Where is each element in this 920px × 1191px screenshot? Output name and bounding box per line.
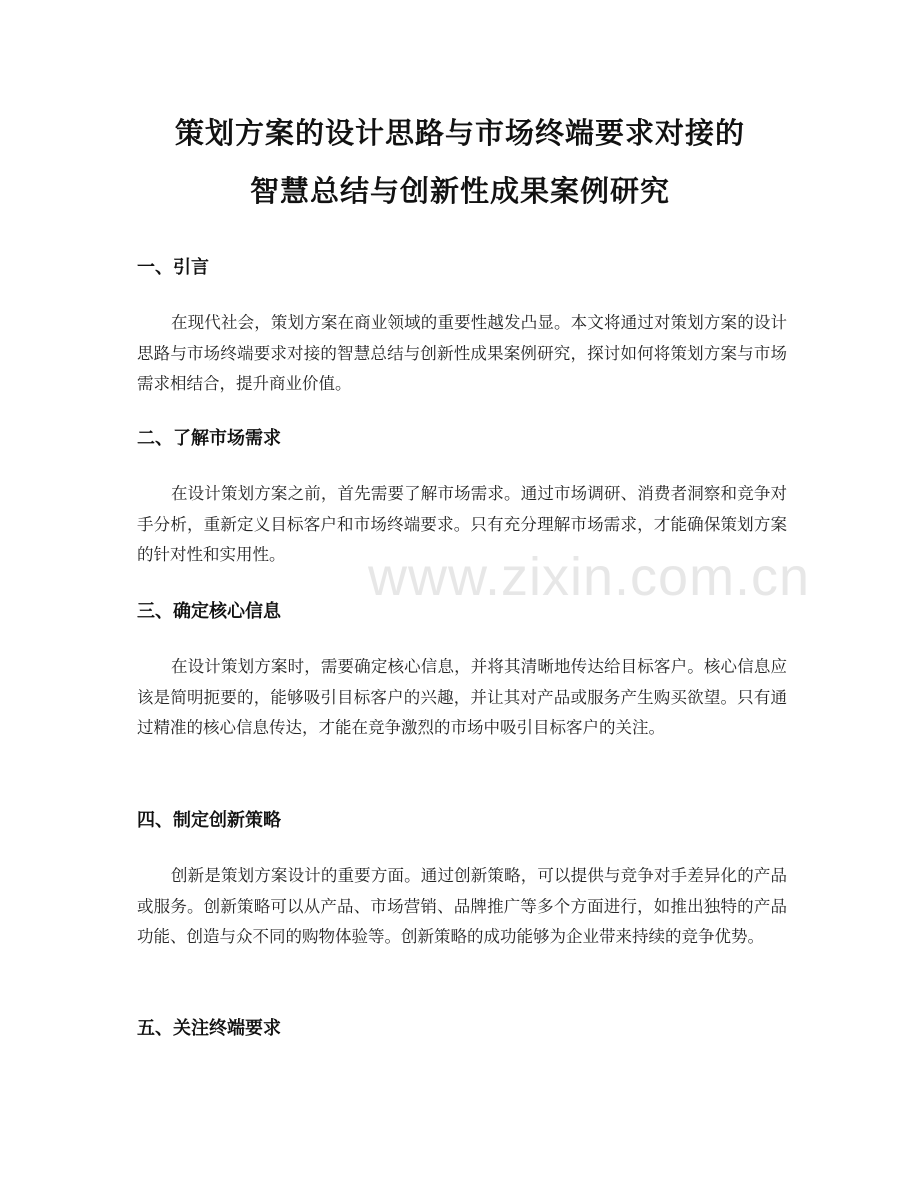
document-title xyxy=(0,104,920,220)
section-paragraph: 在设计策划方案之前，首先需要了解市场需求。通过市场调研、消费者洞察和竞争对手分析，重新定义目标客户和市场终端要求。只有充分理解市场需求，才能确保策划方案的针对性和实用性。 xyxy=(137,484,787,564)
section-introduction xyxy=(137,256,787,400)
section-innovation-strategy xyxy=(137,809,787,953)
section-heading: 五、关注终端要求 xyxy=(137,1018,281,1039)
section-paragraph: 在现代社会，策划方案在商业领域的重要性越发凸显。本文将通过对策划方案的设计思路与市场终端要求对接的智慧总结与创新性成果案例研究，探讨如何将策划方案与市场需求相结合，提升商业价值。 xyxy=(137,313,787,393)
section-heading: 三、确定核心信息 xyxy=(137,601,281,622)
section-paragraph: 在设计策划方案时，需要确定核心信息，并将其清晰地传达给目标客户。核心信息应该是简明扼要的，能够吸引目标客户的兴趣，并让其对产品或服务产生购买欲望。只有通过精准的核心信息传达，才能在竞争激烈的市场中吸引目标客户的关注。 xyxy=(137,657,787,737)
section-heading: 一、引言 xyxy=(137,257,209,278)
watermark: www.zixin.com.cn xyxy=(368,547,811,607)
section-market-demand xyxy=(137,427,787,571)
section-terminal-requirements xyxy=(137,1017,787,1041)
section-heading: 二、了解市场需求 xyxy=(137,428,281,449)
section-core-message xyxy=(137,600,787,744)
section-heading: 四、制定创新策略 xyxy=(137,810,281,831)
section-paragraph: 创新是策划方案设计的重要方面。通过创新策略，可以提供与竞争对手差异化的产品或服务。创新策略可以从产品、市场营销、品牌推广等多个方面进行，如推出独特的产品功能、创造与众不同的购物体验等。创新策略的成功能够为企业带来持续的竞争优势。 xyxy=(137,866,787,946)
title-line-1: 策划方案的设计思路与市场终端要求对接的 xyxy=(174,116,745,150)
title-line-2: 智慧总结与创新性成果案例研究 xyxy=(249,174,670,208)
